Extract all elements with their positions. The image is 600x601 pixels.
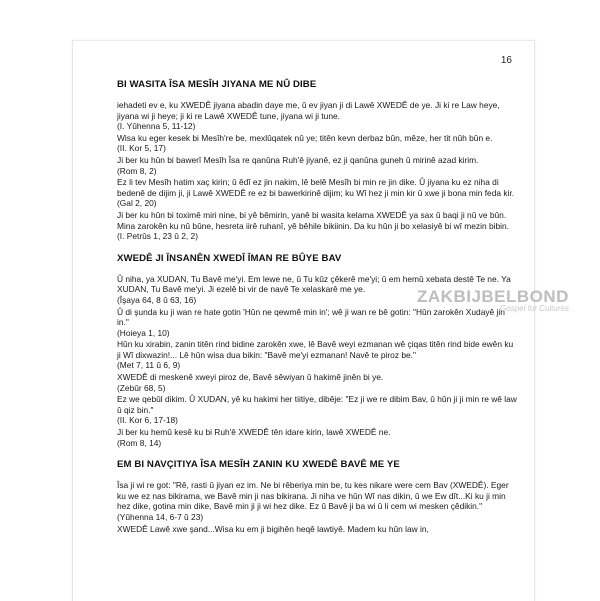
section-heading: EM BI NAVÇITIYA ÎSA MESÎH ZANIN KU XWEDÊ BAVÊ ME YE xyxy=(117,459,400,471)
verse-reference: (Gal 2, 20) xyxy=(117,198,157,209)
verse-text: Ji ber ku hûn bi toximê miri nine, bi yê bêmirin, yanê bi wasita kelama XWEDÊ ya sax û baqi ji nû ve bûn. Mina zarokên ku nû bûne, hesreta iirê ruhanî, yê bêhile bikiinin. Da ku hûn ji bo xelasiyê bi wî mezin bibin. xyxy=(117,209,509,231)
watermark-tagline: Gospel for Cultures xyxy=(500,304,569,313)
verse-reference: (II. Kor 5, 17) xyxy=(117,143,166,154)
section-heading: XWEDÊ JI ÎNSANÊN XWEDÎ ÎMAN RE BÛYE BAV xyxy=(117,252,342,264)
page-number: 16 xyxy=(500,55,512,66)
verse-text: XWEDÊ di meskenê xweyi piroz de, Bavê sêwiyan û hakimê jinên bi ye. xyxy=(117,372,384,383)
verse-text: XWEDÊ Lawê xwe şand...Wisa ku em ji bigihên heqê lawtiyê. Madem ku hûn law in, xyxy=(117,523,429,534)
verse-text: Û niha, ya XUDAN, Tu Bavê me'yi. Em lewe ne, û Tu kûz çêkerê me'yi; û em hemû xebata destê Te ne. Ya XUDAN, Tu Bavê me'yi. Ji ezelê bi vir de navê Te xelaskarê me ye. xyxy=(117,273,511,295)
verse-text: Îsa ji wi re got: "Rê, rasti û jiyan ez im. Ne bi rêberiya min be, tu kes nikare were cem Bav (XWEDÊ). Eger ku we ez nas bikirama, we Bavê min ji nas bikirana. Ji niha ve hûn Wî nas dikin, û we Ew dît...Ki ku ji min hez dike, gotina min dike, Bavê min ji ji wi hez dike. Ez û Bavê ji ba wi û li cem wi mesken çêdikin." xyxy=(117,480,509,512)
verse-reference: (Rom 8, 2) xyxy=(117,165,157,176)
watermark-brand: ZAKBIJBELBOND xyxy=(417,287,569,306)
verse-text: Wisa ku eger kesek bi Mesîh're be, mexlûqatek nû ye; titên kevn derbaz bûn, mêze, her tit nûh bûn e. xyxy=(117,132,493,143)
verse-reference: (I. Petrûs 1, 23 û 2, 2) xyxy=(117,231,198,242)
verse-text: Ji ber ku hemû kesê ku bi Ruh'ê XWEDÊ tên idare kirin, lawê XWEDÊ ne. xyxy=(117,427,391,438)
verse-text: Ez li tev Mesîh hatim xaç kirin; û êdî ez jin nakim, lê belê Mesîh bi min re jin dike. Û jiyana ku ez niha di bedenê de dijim ji, ji Lawê XWEDÊ re ez bi bawerkirinê dijim; ku Wî hez ji min kir û xwe ji bona min feda kir. xyxy=(117,177,515,198)
verse-reference: (Îşaya 64, 8 û 63, 16) xyxy=(117,294,197,305)
verse-reference: (Rom 8, 14) xyxy=(117,437,162,448)
verse-text: Ez we qebûl dikim. Û XUDAN, yê ku hakimi her tiitiye, dibêje: "Ez ji we re dibim Bav, û hûn ji ji min re wê law û qiz bin." xyxy=(117,394,517,415)
book-page xyxy=(72,40,569,601)
section-heading: BI WASITA ÎSA MESÎH JIYANA ME NÛ DIBE xyxy=(117,79,317,90)
verse-text: Ji ber ku hûn bi bawerî Mesîh Îsa re qanûna Ruh'ê jiyanê, ez ji qanûna guneh û mirinê azad kirim. xyxy=(117,154,479,165)
verse-reference: (I. Yûhenna 5, 11-12) xyxy=(117,121,196,132)
verse-text: Hûn ku xirabin, zanin titên rind bidine zarokên xwe, lê Bavê weyi ezmanan wê çiqas titên rind bide ewên ku ji Wî dixwazin!... Lê hûn wisa dua bikin: "Bavê me'yi ezmanan! Navê te piroz be." xyxy=(117,339,514,360)
verse-reference: (II. Kor 6, 17-18) xyxy=(117,415,178,426)
verse-reference: (Hoieya 1, 10) xyxy=(117,327,170,338)
page-content xyxy=(117,79,517,534)
verse-reference: (Yûhenna 14, 6-7 û 23) xyxy=(117,512,204,522)
verse-reference: (Met 7, 11 û 6, 9) xyxy=(117,360,181,371)
verse-text: Û di şunda ku ji wan re hate gotin 'Hûn ne qewmê min in'; wê ji wan re bê gotin: "Hûn zarokên Xudayê jin in." xyxy=(117,306,505,328)
verse-text: iehadeti ev e, ku XWEDÊ jiyana abadin daye me, û ev jiyan ji di Lawê XWEDÊ de ye. Ji ki re Law heye, jiyana wi ji heye; ji ki re Lawê XWEDÊ tune, jiyana wi ji tune. xyxy=(117,100,500,121)
verse-reference: (Zebûr 68, 5) xyxy=(117,382,166,393)
